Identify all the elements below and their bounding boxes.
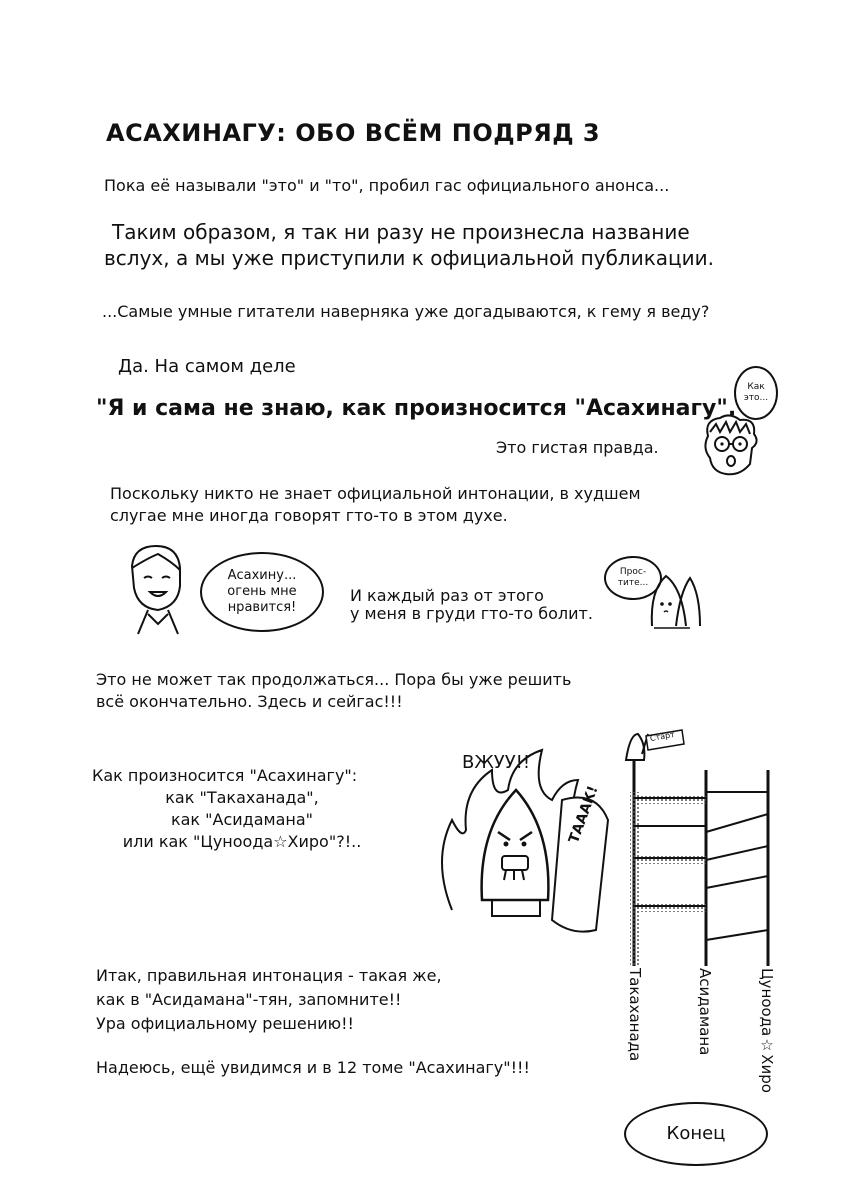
conclusion-line-3: Ура официальному решению!! bbox=[96, 1014, 354, 1033]
farewell-text: Надеюсь, ещё увидимся и в 12 томе "Асахинагу"!!! bbox=[96, 1058, 530, 1077]
whoosh-sound-effect: ВЖУУ!! bbox=[462, 752, 531, 773]
sad-creature-icon bbox=[642, 570, 702, 630]
speech-bubble-asahinu bbox=[200, 552, 324, 632]
paragraph-7-line-1: Поскольку никто не знает официальной интонации, в худшем bbox=[110, 484, 641, 503]
end-label: Конец bbox=[666, 1122, 726, 1144]
paragraph-2-line-2: вслух, а мы уже приступили к официальной публикации. bbox=[104, 246, 714, 270]
speech-bubble-kak-eto-text: Как это... bbox=[743, 381, 769, 403]
paragraph-4: Да. На самом деле bbox=[118, 356, 296, 377]
taaak-sound-effect: ТАААК! bbox=[566, 783, 602, 846]
start-flag-label: Старт bbox=[649, 729, 676, 744]
paragraph-2-line-1: Таким образом, я так ни разу не произнесла название bbox=[112, 220, 690, 244]
page-title: АСАХИНАГУ: ОБО ВСЁМ ПОДРЯД 3 bbox=[106, 119, 601, 147]
question-line-2: как "Такаханада", bbox=[165, 788, 319, 807]
bubble-line-2: огень мне bbox=[227, 583, 297, 599]
fire-creature-icon bbox=[432, 740, 612, 940]
paragraph-3: ...Самые умные гитатели наверняка уже догадываются, к гему я веду? bbox=[102, 302, 710, 321]
ladder-label-1: Такаханада bbox=[626, 968, 644, 1062]
bubble-line-3: нравится! bbox=[227, 600, 297, 616]
conclusion-line-1: Итак, правильная интонация - такая же, bbox=[96, 966, 442, 985]
question-line-4: или как "Цуноода☆Хиро"?!.. bbox=[122, 832, 362, 851]
paragraph-7-line-2: слугае мне иногда говорят гто-то в этом духе. bbox=[110, 506, 508, 525]
question-line-1: Как произносится "Асахинагу": bbox=[92, 766, 358, 785]
end-bubble bbox=[624, 1102, 768, 1166]
paragraph-8-line-1: И каждый раз от этого bbox=[350, 586, 544, 605]
ladder-label-3: Цуноода☆Хиро bbox=[758, 968, 776, 1093]
speech-bubble-kak-eto bbox=[734, 366, 778, 420]
author-avatar-icon bbox=[700, 414, 764, 478]
person-figure-icon bbox=[118, 544, 198, 644]
question-line-3: как "Асидамана" bbox=[170, 810, 314, 829]
speech-bubble-prostite-text: Прос-тите... bbox=[617, 566, 649, 588]
bubble-line-1: Асахину... bbox=[227, 567, 297, 583]
paragraph-9-line-2: всё окончательно. Здесь и сейгас!!! bbox=[96, 692, 403, 711]
key-statement: "Я и сама не знаю, как произносится "Асахинагу". bbox=[96, 396, 737, 421]
ladder-label-2: Асидамана bbox=[696, 968, 714, 1056]
ladder-lottery-diagram bbox=[620, 730, 790, 970]
conclusion-line-2: как в "Асидамана"-тян, запомните!! bbox=[96, 990, 402, 1009]
paragraph-9-line-1: Это не может так продолжаться... Пора бы уже решить bbox=[96, 670, 572, 689]
truth-note: Это гистая правда. bbox=[496, 438, 659, 457]
paragraph-8-line-2: у меня в груди гто-то болит. bbox=[350, 604, 593, 623]
intro-text: Пока её называли "это" и "то", пробил гас официального анонса... bbox=[104, 176, 670, 195]
